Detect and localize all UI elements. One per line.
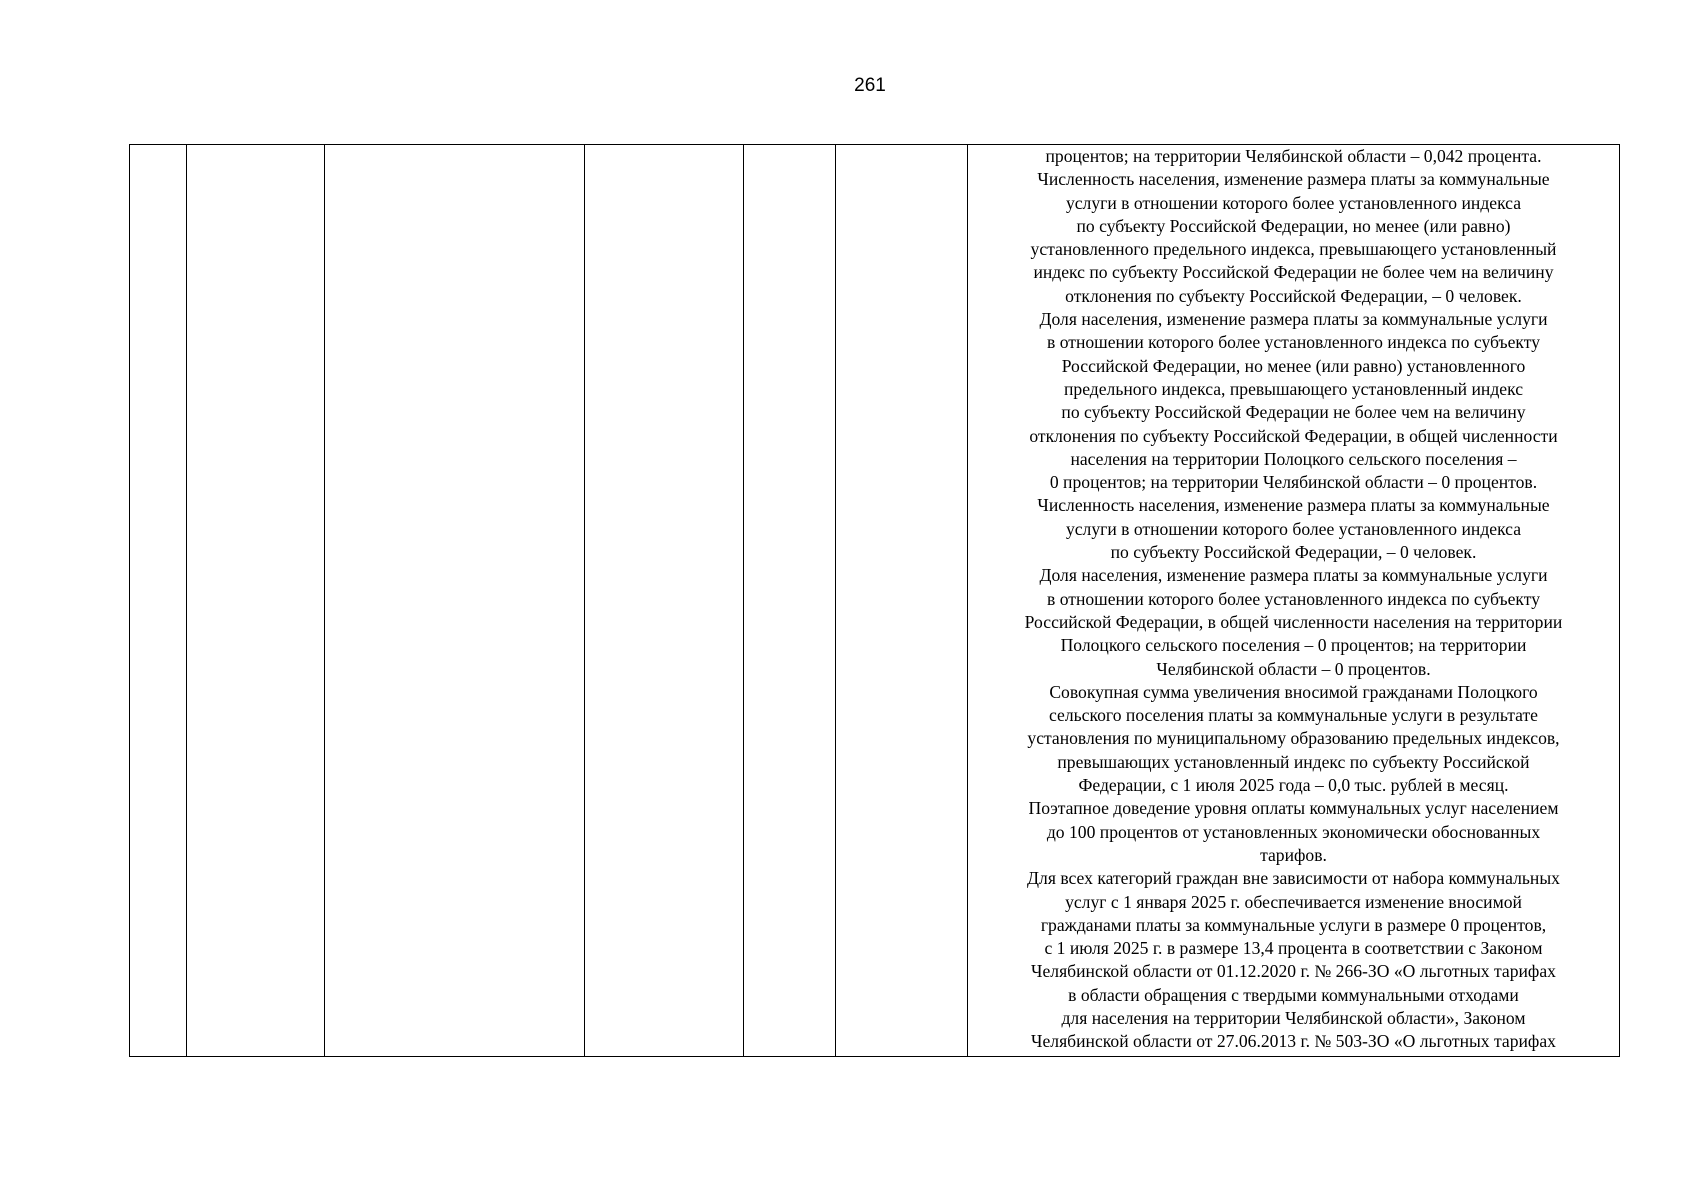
text-line: предельного индекса, превышающего установленный индекс bbox=[1063, 378, 1524, 399]
empty-cell-col-1 bbox=[130, 145, 187, 1057]
text-line: отклонения по субъекту Российской Федерации, в общей численности bbox=[1029, 425, 1558, 446]
document-table bbox=[129, 144, 1620, 1057]
text-line: процентов; на территории Челябинской области – 0,042 процента. bbox=[1045, 146, 1542, 166]
text-line: установления по муниципальному образованию предельных индексов, bbox=[1027, 728, 1560, 749]
text-line: населения на территории Полоцкого сельского поселения – bbox=[1070, 448, 1517, 469]
empty-cell-col-3 bbox=[325, 145, 585, 1057]
empty-cell-col-5 bbox=[744, 145, 836, 1057]
text-line: 0 процентов; на территории Челябинской области – 0 процентов. bbox=[1049, 472, 1538, 493]
text-line: установленного предельного индекса, превышающего установленный bbox=[1030, 239, 1557, 260]
text-line: сельского поселения платы за коммунальные услуги в результате bbox=[1049, 705, 1538, 726]
text-line: услуг с 1 января 2025 г. обеспечивается изменение вносимой bbox=[1065, 891, 1522, 912]
text-line: Численность населения, изменение размера платы за коммунальные bbox=[1037, 495, 1550, 516]
text-line: Доля населения, изменение размера платы за коммунальные услуги bbox=[1039, 565, 1548, 586]
text-line: Доля населения, изменение размера платы за коммунальные услуги bbox=[1039, 309, 1548, 330]
text-line: гражданами платы за коммунальные услуги в размере 0 процентов, bbox=[1040, 914, 1547, 935]
text-line: по субъекту Российской Федерации не более чем на величину bbox=[1061, 402, 1526, 423]
text-line: для населения на территории Челябинской области», Законом bbox=[1061, 1007, 1526, 1028]
text-line: услуги в отношении которого более установленного индекса bbox=[1065, 192, 1522, 213]
empty-cell-col-6 bbox=[836, 145, 968, 1057]
text-line: Челябинской области от 27.06.2013 г. № 503-ЗО «О льготных тарифах bbox=[1031, 1031, 1556, 1052]
text-line: Совокупная сумма увеличения вносимой гражданами Полоцкого bbox=[1049, 681, 1538, 702]
text-line: Федерации, с 1 июля 2025 года – 0,0 тыс. рублей в месяц. bbox=[1078, 775, 1509, 796]
description-cell bbox=[968, 145, 1620, 1057]
empty-cell-col-2 bbox=[187, 145, 325, 1057]
text-line: Челябинской области – 0 процентов. bbox=[1156, 658, 1431, 679]
text-line: Российской Федерации, в общей численности населения на территории bbox=[1024, 611, 1563, 632]
text-line: услуги в отношении которого более установленного индекса bbox=[1065, 518, 1522, 539]
text-line: по субъекту Российской Федерации, – 0 человек. bbox=[1110, 542, 1477, 563]
text-line: индекс по субъекту Российской Федерации не более чем на величину bbox=[1033, 262, 1554, 283]
text-line: по субъекту Российской Федерации, но менее (или равно) bbox=[1076, 215, 1511, 236]
page-number: 261 bbox=[854, 75, 886, 96]
text-line: Полоцкого сельского поселения – 0 процентов; на территории bbox=[1060, 635, 1527, 656]
text-line: с 1 июля 2025 г. в размере 13,4 процента в соответствии с Законом bbox=[1044, 938, 1543, 959]
text-line: превышающих установленный индекс по субъекту Российской bbox=[1057, 751, 1530, 772]
text-line: в области обращения с твердыми коммунальными отходами bbox=[1068, 984, 1519, 1005]
empty-cell-col-4 bbox=[585, 145, 744, 1057]
table-row bbox=[130, 145, 1620, 1057]
text-line: до 100 процентов от установленных экономически обоснованных bbox=[1046, 821, 1541, 842]
text-line: Численность населения, изменение размера платы за коммунальные bbox=[1037, 169, 1550, 190]
text-line: в отношении которого более установленного индекса по субъекту bbox=[1047, 588, 1540, 609]
text-line: Поэтапное доведение уровня оплаты коммунальных услуг населением bbox=[1028, 798, 1559, 819]
text-line: в отношении которого более установленного индекса по субъекту bbox=[1047, 332, 1540, 353]
text-line: Российской Федерации, но менее (или равно) установленного bbox=[1061, 355, 1526, 376]
text-line: отклонения по субъекту Российской Федерации, – 0 человек. bbox=[1065, 285, 1522, 306]
text-line: тарифов. bbox=[1260, 844, 1327, 865]
text-line: Челябинской области от 01.12.2020 г. № 266-ЗО «О льготных тарифах bbox=[1031, 961, 1556, 982]
text-line: Для всех категорий граждан вне зависимости от набора коммунальных bbox=[1027, 868, 1560, 889]
